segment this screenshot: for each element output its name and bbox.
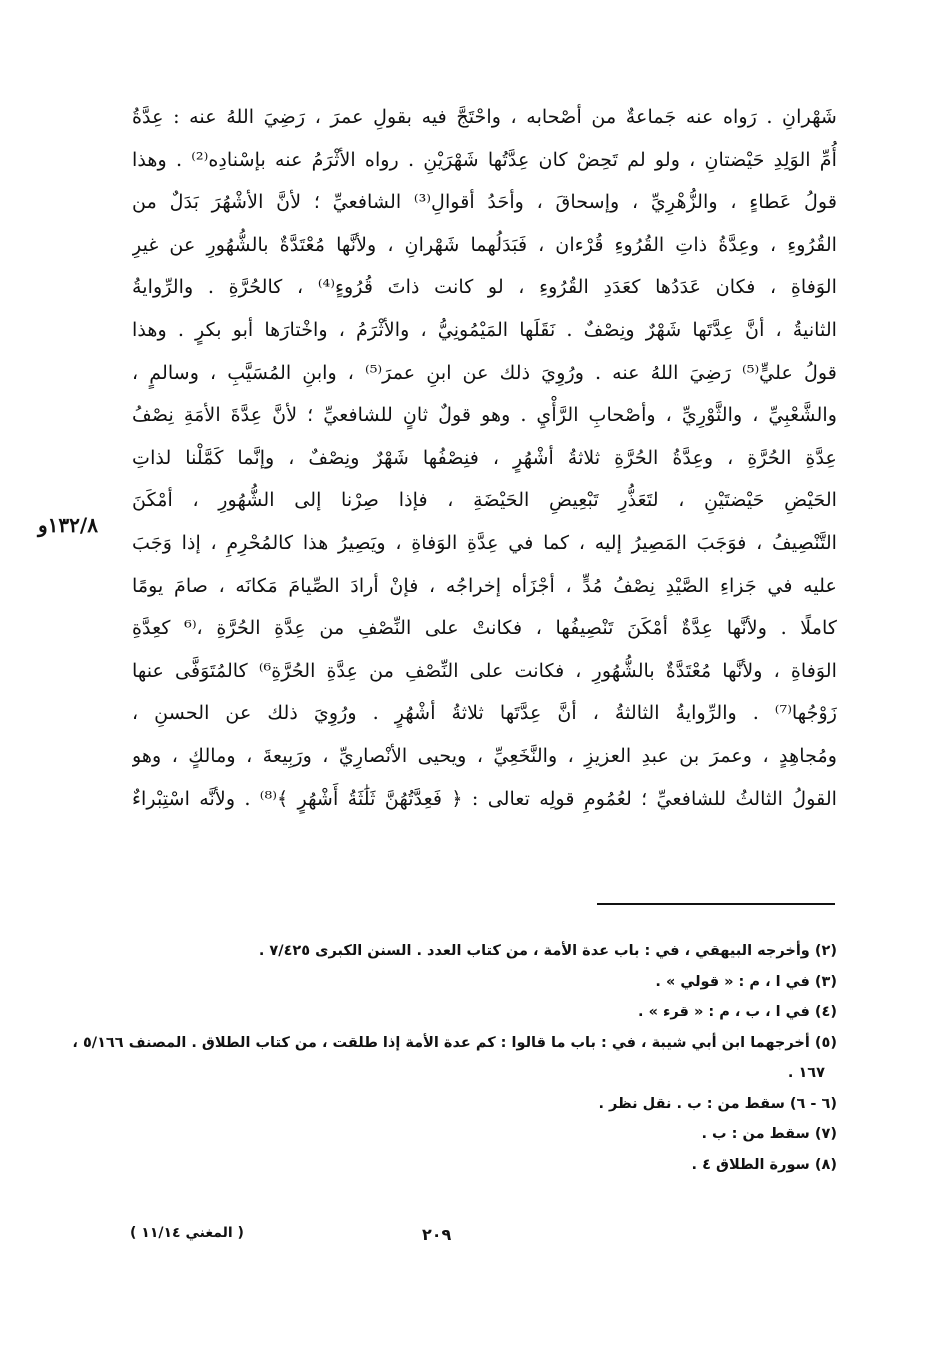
text-line: عِدَّةِ الحُرَّةِ ، وعِدَّةُ الحُرَّةِ ثلاثةُ أشْهُرٍ ، فنِصْفُها شَهْرٌ ونِصْفٌ ، وإنَّما كَمَّلْنا لذاتِ [132, 445, 837, 469]
margin-folio-note: ١٣٢/٨و [38, 513, 98, 537]
text-line: الوَفاةِ ، فكان عَدَدُها كعَدَدِ القُرُوءِ ، لو كانت ذاتَ قُرُوءٍ⁽⁴⁾ ، كالحُرَّةِ . والرِّوايةُ [132, 275, 837, 299]
text-line: الثانيةُ ، أنَّ عِدَّتَها شَهْرٌ ونِصْفٌ . نَقَلَها المَيْمُونِيُّ ، والأثْرَمُ ، واخْتارَها أبو بكرٍ . وهذا [132, 317, 837, 341]
text-line: القُرُوءِ ، وعِدَّةُ ذاتِ القُرُوءِ قُرْءان ، فَبَدَلُهما شَهْرانِ ، ولأنَّها مُعْتَدَّةٌ بالشُّهُورِ عن غيرِ [132, 232, 837, 256]
footnote-separator [597, 903, 835, 905]
footnotes-block [72, 936, 837, 1180]
footnote: (٨) سورة الطلاق ٤ . [691, 1156, 837, 1173]
footnote: (٧) سقط من : ب . [701, 1126, 837, 1142]
text-line: والشَّعْبِيِّ ، والثَّوْرِيِّ ، وأصْحابِ الرَّأْيِ . وهو قولٌ ثانٍ للشافعيِّ ؛ لأنَّ عِدَّةَ الأمَةِ نِصْفُ [132, 403, 837, 427]
text-line: ومُجاهِدٍ ، وعمرَ بن عبدِ العزيزِ ، والنَّخَعِيِّ ، ويحيى الأنْصارِيِّ ، ورَبِيعةَ ، ومالكٍ ، وهو [132, 743, 837, 767]
footnote: (٦ - ٦) سقط من : ب . نقل نظر . [598, 1095, 837, 1112]
page-number: ٢٠٩ [422, 1225, 452, 1244]
footnote: (٥) أخرجهما ابن أبي شيبة ، في : باب ما قالوا : كم عدة الأمة إذا طلقت ، من كتاب الطلاق . المصنف ٥/١٦٦ ، [72, 1034, 837, 1051]
text-line: شَهْرانِ . رَواه عنه جَماعةٌ من أصْحابه ، واحْتَجَّ فيه بقولِ عمرَ ، رَضِيَ اللهُ عنه : عِدَّةُ [132, 105, 837, 128]
text-line: أُمِّ الوَلِدِ حَيْضتانِ ، ولو لم تَحِضْ كان عِدَّتُها شَهْرَيْنِ . رواه الأثْرَمُ عنه بإسْنادِه⁽²⁾ . وهذا [132, 147, 837, 171]
text-line: عليه في جَزاءِ الصَّيْدِ نِصْفُ مُدٍّ ، أجْزَأه إخراجُه ، فإنْ أرادَ الصِّيامَ مَكانَه ، صامَ يومًا [132, 573, 837, 597]
page-footer [130, 1225, 830, 1249]
text-line: القولُ الثالثُ للشافعيِّ ؛ لعُمُومِ قولِه تعالى : ﴿ فَعِدَّتُهُنَّ ثَلَٰثَةُ أَشْهُرٍ ﴾⁽⁸⁾ . ولأنَّه اسْتِبْراءٌ [132, 786, 837, 810]
running-reference: ( المغني ١١/١٤ ) [130, 1225, 244, 1241]
text-line: قولُ عَطاءٍ ، والزُّهْرِيِّ ، وإسحاقَ ، وأحَدُ أقوالِ⁽³⁾ الشافعيِّ ؛ لأنَّ الأشْهُرَ بَدَلٌ من [132, 190, 837, 214]
footnote: (٤) في ا ، ب ، م : « قرء » . [638, 1004, 837, 1020]
text-line: زَوْجُها⁽⁷⁾ . والرِّوايةُ الثالثةُ ، أنَّ عِدَّتَها ثلاثةُ أشْهُرٍ . ورُوِيَ ذلك عن الحسنِ ، [132, 701, 837, 725]
main-text-block [132, 96, 837, 820]
footnote: (٣) في ا ، م : « قولي » . [655, 973, 837, 990]
text-line: الحَيْضِ حَيْضتَيْنِ ، لتَعَذُّرِ تَبْعِيضِ الحَيْضَةِ ، فإذا صِرْنا إلى الشُّهُورِ ، أمْكَنَ [132, 488, 837, 512]
text-line: الوَفاةِ ، ولأنَّها مُعْتَدَّةٌ بالشُّهُورِ ، فكانت على النِّصْفِ من عِدَّةِ الحُرَّةِ⁶⁾ كالمُتَوَفَّى عنها [132, 658, 837, 682]
text-line: كاملًا . ولأنَّها عِدَّةٌ أمْكَنَ تَنْصِيفُها ، فكانتْ على النِّصْفِ من عِدَّةِ الحُرَّةِ ،⁽⁶ كعِدَّةِ [132, 616, 837, 640]
text-line: التَّنْصِيفُ ، فوَجَبَ المَصِيرُ إليه ، كما في عِدَّةِ الوَفاةِ ، ويَصِيرُ هذا كالمُحْرِمِ ، إذا وَجَبَ [132, 530, 837, 554]
footnote-continuation: ١٦٧ . [787, 1065, 825, 1081]
footnote: (٢) وأخرجه البيهقي ، في : باب عدة الأمة ، من كتاب العدد . السنن الكبرى ٧/٤٢٥ . [258, 943, 837, 959]
text-line: قولُ عليٍّ⁽⁵⁾ رَضِيَ اللهُ عنه . ورُوِيَ ذلك عن ابنِ عمرَ⁽⁵⁾ ، وابنِ المُسَيَّبِ ، وسالمٍ ، [132, 360, 837, 384]
